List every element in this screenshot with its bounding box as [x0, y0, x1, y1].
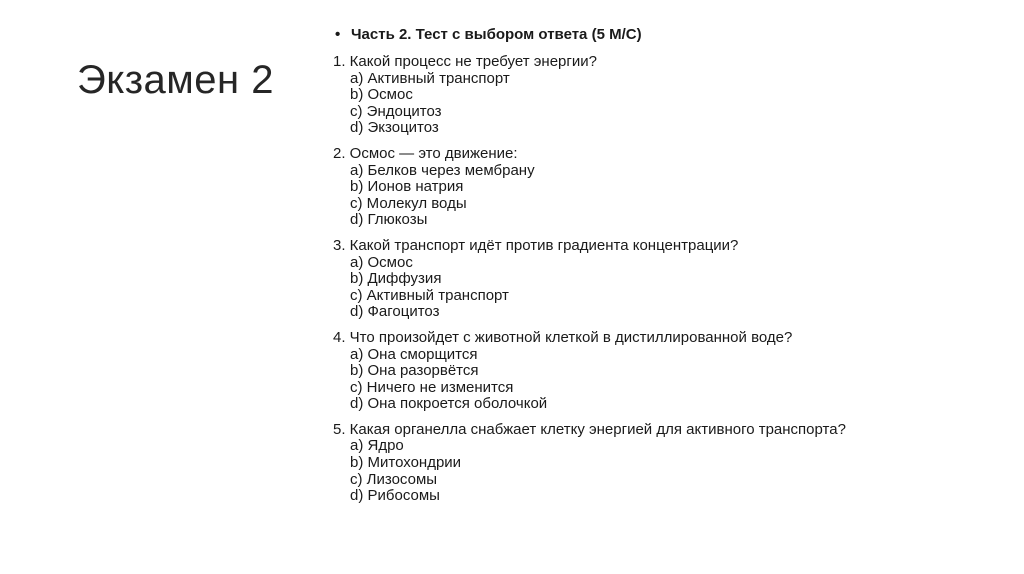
answer-option: b) Диффузия — [350, 270, 442, 288]
question-1 — [333, 54, 1013, 137]
answer-options — [333, 71, 1013, 137]
answer-option: c) Активный транспорт — [350, 286, 509, 304]
answer-option: c) Молекул воды — [350, 194, 467, 212]
answer-options — [333, 347, 1013, 413]
answer-option: d) Глюкозы — [350, 211, 428, 229]
question-2 — [333, 146, 1013, 229]
section-heading-text: Часть 2. Тест с выбором ответа (5 М/С) — [351, 26, 642, 43]
question-3 — [333, 238, 1013, 321]
answer-option: d) Рибосомы — [350, 487, 440, 505]
answer-option: c) Эндоцитоз — [350, 102, 442, 120]
answer-option: a) Активный транспорт — [350, 69, 510, 87]
answer-option: c) Ничего не изменится — [350, 378, 514, 396]
question-5 — [333, 422, 1013, 505]
section-heading — [333, 25, 1013, 45]
answer-option: c) Лизосомы — [350, 470, 438, 488]
answer-option: b) Ионов натрия — [350, 178, 464, 196]
question-text: 1. Какой процесс не требует энергии? — [333, 53, 597, 70]
question-text: 5. Какая органелла снабжает клетку энергией для активного транспорта? — [333, 420, 846, 438]
answer-options — [333, 438, 1013, 504]
answer-options — [333, 255, 1013, 321]
answer-option: b) Она разорвётся — [350, 362, 479, 380]
answer-option: d) Фагоцитоз — [350, 303, 440, 321]
answer-option: a) Она сморщится — [350, 345, 478, 363]
question-4 — [333, 330, 1013, 413]
question-text: 4. Что произойдет с животной клеткой в дистиллированной воде? — [333, 328, 793, 346]
bullet-marker: • — [335, 26, 341, 43]
slide-title: Экзамен 2 — [77, 58, 274, 102]
answer-option: a) Осмос — [350, 253, 413, 271]
question-text: 3. Какой транспорт идёт против градиента концентрации? — [333, 236, 739, 254]
question-text: 2. Осмос — это движение: — [333, 144, 518, 162]
answer-option: b) Осмос — [350, 86, 413, 104]
answer-option: d) Она покроется оболочкой — [350, 395, 548, 413]
quiz-content — [333, 25, 1013, 514]
answer-option: a) Белков через мембрану — [350, 161, 535, 179]
answer-options — [333, 163, 1013, 229]
answer-option: a) Ядро — [350, 437, 404, 455]
answer-option: d) Экзоцитоз — [350, 119, 439, 137]
answer-option: b) Митохондрии — [350, 454, 462, 472]
